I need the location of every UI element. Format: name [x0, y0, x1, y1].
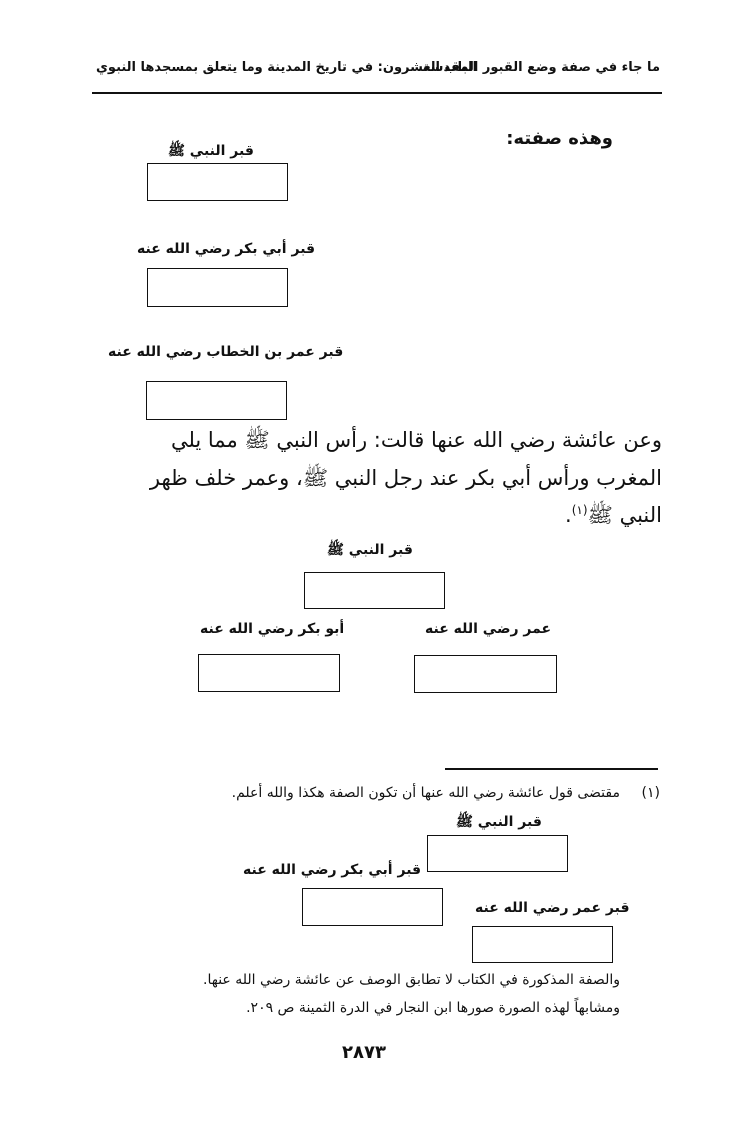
box2-grave-prophet	[304, 572, 445, 609]
paragraph-line-1: وعن عائشة رضي الله عنها قالت: رأس النبي ﷺ مما يلي	[170, 428, 662, 452]
label2-umar: عمر رضي الله عنه	[425, 621, 552, 637]
fn-box-grave-prophet	[427, 835, 568, 872]
box2-abubakr	[198, 654, 340, 692]
fn-label-grave-umar: قبر عمر رضي الله عنه	[475, 900, 630, 916]
running-header-left: الباب العشرون: في تاريخ المدينة وما يتعلق بمسجدها النبوي	[96, 60, 478, 75]
paragraph-line-3-end: .	[565, 503, 572, 527]
running-header-right: ما جاء في صفة وضع القبور المقدسة	[422, 60, 660, 75]
footnote-rule	[445, 768, 658, 770]
header-rule	[92, 92, 662, 94]
label-grave-abubakr: قبر أبي بكر رضي الله عنه	[137, 241, 316, 257]
footnote-number: (١)	[641, 785, 660, 801]
footnote-closing-line-2: ومشابهاً لهذه الصورة صورها ابن النجار في الدرة الثمينة ص ٢٠٩.	[246, 1000, 620, 1016]
label-grave-prophet: قبر النبي ﷺ	[168, 143, 254, 159]
footnote-reference[interactable]: (١)	[571, 503, 588, 517]
intro-label: وهذه صفته:	[506, 128, 613, 149]
label2-grave-prophet: قبر النبي ﷺ	[327, 542, 413, 558]
paragraph-line-3	[565, 502, 662, 533]
box-grave-umar	[146, 381, 287, 420]
box2-umar	[414, 655, 557, 693]
fn-label-grave-prophet: قبر النبي ﷺ	[456, 814, 542, 830]
box-grave-prophet	[147, 163, 288, 201]
paragraph-line-2: المغرب ورأس أبي بكر عند رجل النبي ﷺ، وعمر خلف ظهر	[149, 466, 662, 490]
box-grave-abubakr	[147, 268, 288, 307]
fn-box-grave-abubakr	[302, 888, 443, 926]
footnote-text: مقتضى قول عائشة رضي الله عنها أن تكون الصفة هكذا والله أعلم.	[231, 785, 620, 801]
footnote-closing-line-1: والصفة المذكورة في الكتاب لا تطابق الوصف عن عائشة رضي الله عنها.	[203, 972, 620, 988]
fn-box-grave-umar	[472, 926, 613, 963]
fn-label-grave-abubakr: قبر أبي بكر رضي الله عنه	[243, 862, 422, 878]
label2-abubakr: أبو بكر رضي الله عنه	[200, 621, 345, 637]
label-grave-umar: قبر عمر بن الخطاب رضي الله عنه	[108, 344, 344, 360]
page-number: ٢٨٧٣	[342, 1042, 386, 1063]
paragraph-line-3-text: النبي ﷺ	[587, 503, 662, 527]
